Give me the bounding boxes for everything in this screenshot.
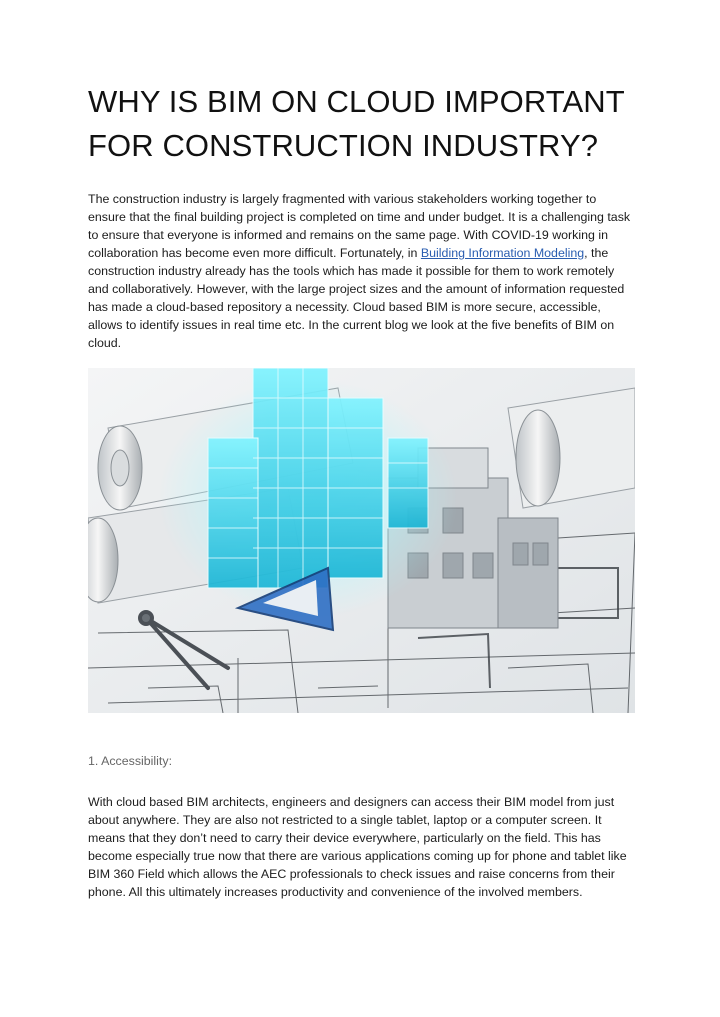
bim-building-illustration: [88, 368, 635, 713]
hero-image: [88, 368, 635, 713]
page-title: [88, 80, 648, 168]
bim-link[interactable]: Building Information Modeling: [420, 246, 585, 260]
title-line-1: WHY IS BIM ON CLOUD IMPORTANT: [88, 84, 625, 119]
section-heading-accessibility: 1. Accessibility:: [88, 754, 173, 768]
intro-text-end: , the construction industry already has the tools which has made it possible for them to work remotely and collaboratively. However, with the large project sizes and the amount of information requested has made a cloud-based repository a necessity. Cloud based BIM is more secure, accessible, allows to identify issues in real time etc. In the current blog we look at the five benefits of BIM on cloud.: [88, 246, 625, 350]
intro-text-start: The construction industry is largely fragmented with various stakeholders working together to ensure that the final building project is completed on time and under budget. It is a challenging task to ensure that everyone is informed and remains on the same page. With COVID-19 working in collaboration has become even more difficult. Fortunately, in: [88, 192, 631, 260]
title-line-2: FOR CONSTRUCTION INDUSTRY?: [88, 128, 599, 163]
accessibility-paragraph: With cloud based BIM architects, engineers and designers can access their BIM model from just about anywhere. They are also not restricted to a single tablet, laptop or a computer screen. It means that they don’t need to carry their device everywhere, particularly on the field. This has become especially true now that there are various applications coming up for phone and tablet like BIM 360 Field which allows the AEC professionals to check issues and raise concerns from their phone. All this ultimately increases productivity and convenience of the involved members.: [88, 795, 627, 899]
intro-paragraph: [88, 190, 636, 352]
